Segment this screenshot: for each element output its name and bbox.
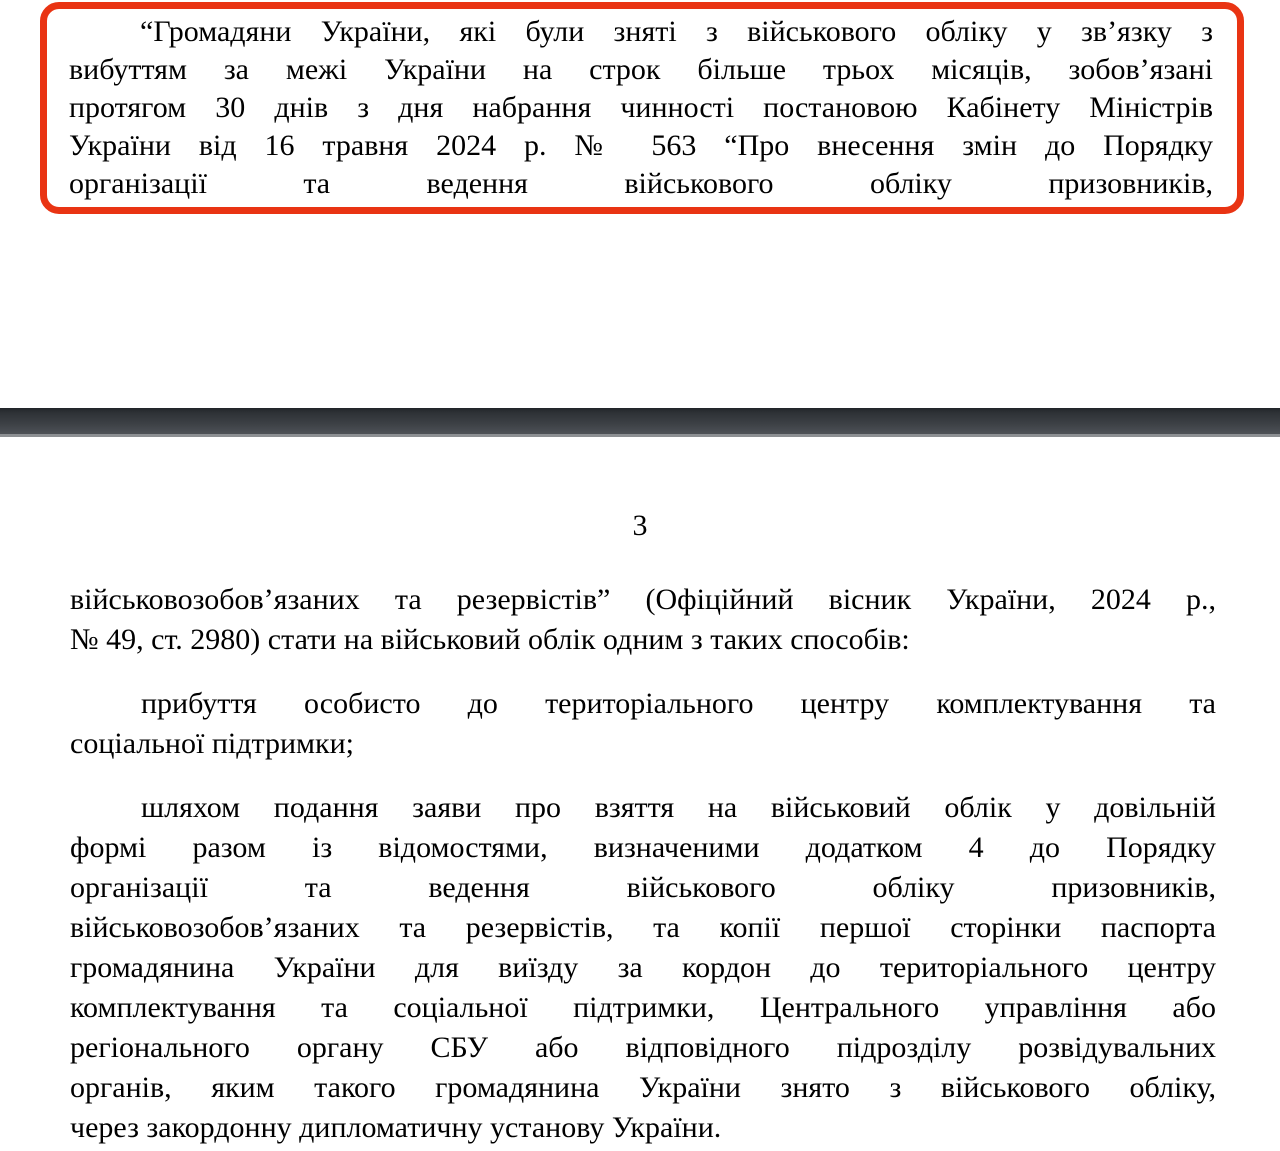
text-line: військовозобов’язаних та резервістів, та копії першої сторінки паспорта — [70, 911, 1216, 944]
text-line: органів, яким такого громадянина України знято з військового обліку, — [70, 1071, 1216, 1104]
text-line: військовозобов’язаних та резервістів” (Офіційний вісник України, 2024 р., — [70, 583, 1216, 616]
paragraph-item-arrival — [70, 684, 1216, 764]
document-body — [70, 580, 1216, 1148]
text-line: через закордонну дипломатичну установу України. — [70, 1111, 722, 1144]
text-line: громадянина України для виїзду за кордон до територіального центру — [70, 951, 1216, 984]
highlighted-text-line: організації та ведення військового обліку призовників, — [69, 167, 1213, 200]
text-line: комплектування та соціальної підтримки, Центрального управління або — [70, 991, 1216, 1024]
paragraph-continuation — [70, 580, 1216, 660]
text-line: соціальної підтримки; — [70, 727, 354, 760]
text-line: шляхом подання заяви про взяття на військовий облік у довільній — [141, 791, 1216, 824]
highlighted-text-line: протягом 30 днів з дня набрання чинності постановою Кабінету Міністрів — [69, 91, 1213, 124]
text-line: організації та ведення військового обліку призовників, — [70, 871, 1216, 904]
highlighted-text-line: України від 16 травня 2024 р. № 563 “Про внесення змін до Порядку — [69, 129, 1213, 162]
page-number: 3 — [632, 509, 648, 542]
text-line: регіонального органу СБУ або відповідного підрозділу розвідувальних — [70, 1031, 1216, 1064]
text-line: № 49, ст. 2980) стати на військовий облік одним з таких способів: — [70, 623, 910, 656]
highlighted-text-line: вибуттям за межі України на строк більше трьох місяців, зобов’язані — [69, 53, 1213, 86]
paragraph-item-application — [70, 788, 1216, 1148]
highlighted-text-line: “Громадяни України, які були зняті з військового обліку у зв’язку з — [140, 15, 1213, 48]
text-line: формі разом із відомостями, визначеними додатком 4 до Порядку — [70, 831, 1216, 864]
page-separator-bar — [0, 408, 1280, 437]
text-line: прибуття особисто до територіального центру комплектування та — [141, 687, 1216, 720]
highlight-annotation-box — [40, 2, 1244, 214]
